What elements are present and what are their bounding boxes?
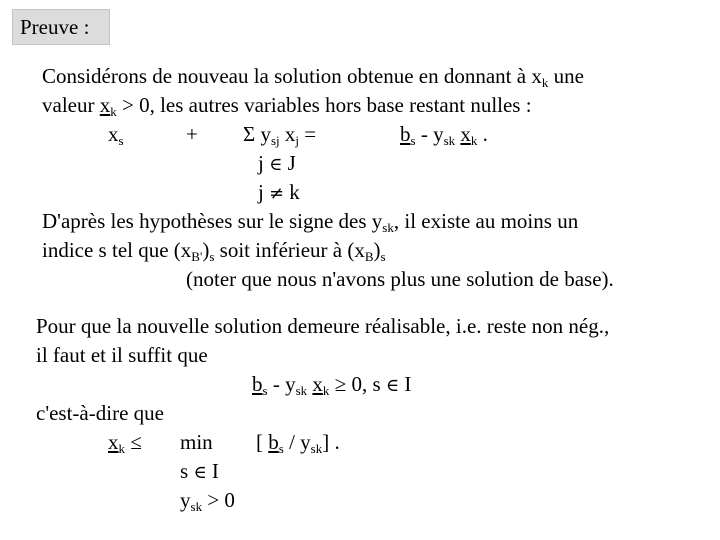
eq1-cond-j-in-J: j ∈ J [258,151,296,175]
p4-line1: c'est-à-dire que [36,401,164,425]
p2-line3: (noter que nous n'avons plus une solution de base). [186,267,614,291]
proof-title: Preuve : [20,15,90,39]
eq1-cond-j-ne-k: j ≠ k [258,180,300,204]
p1-line2: valeur $x_k > 0$, les autres variables hors base restant nulles : [42,93,532,119]
eq1-rhs: $b_s - y_{sk}$ $x_k$ . [400,122,488,148]
eq1-plus: + [186,122,198,146]
p1-line1: Considérons de nouveau la solution obtenue en donnant à $x_k$ une [42,64,584,90]
p3-line2: il faut et il suffit que [36,343,208,367]
eq1-xs: $x_s$ [108,122,124,148]
eq3-lhs: $x_k$ ≤ [108,430,142,456]
p3-line1: Pour que la nouvelle solution demeure réalisable, i.e. reste non nég., [36,314,610,338]
eq3-cond-s-in-I: s ∈ I [180,459,219,483]
eq3-cond-ysk-positive: $y_{sk} > 0$ [180,488,235,514]
eq1-sum: Σ $y_{sj}$ $x_j$ = [243,122,317,148]
eq3-min: min [180,430,213,454]
proof-title-box [12,9,110,45]
eq3-bracket: [ $b_s / y_{sk}$] . [256,430,340,456]
p2-line1: D'après les hypothèses sur le signe des $y_{sk}$, il existe au moins un [42,209,579,235]
p2-line2: indice s tel que $(x_{B'})_s$ soit inférieur à $(x_B)_s$ [42,238,386,264]
eq2-condition: $b_s - y_{sk}$ $x_k \ge 0$, s ∈ I [252,372,412,398]
